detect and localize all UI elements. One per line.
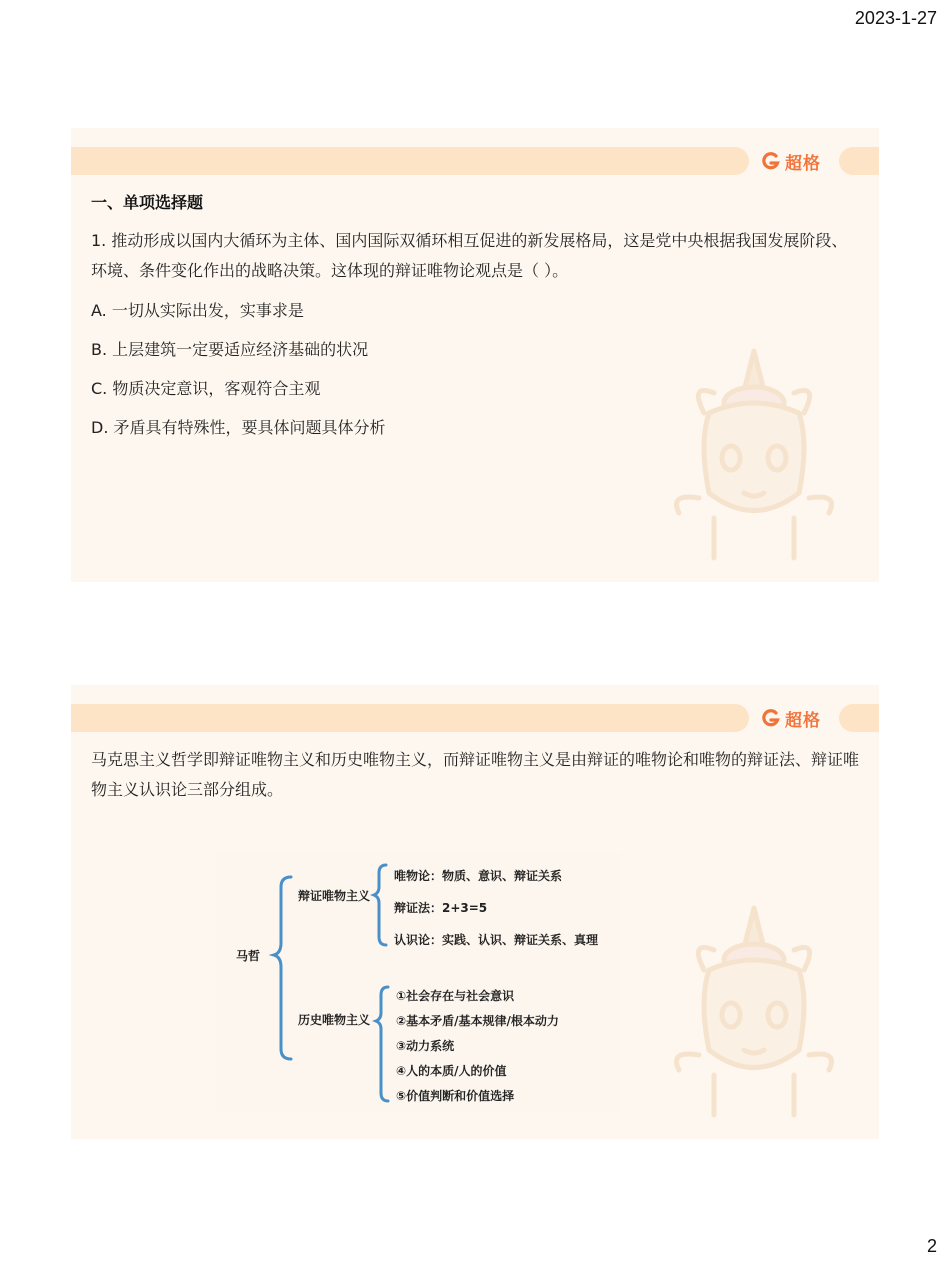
brand-logo-icon (761, 151, 781, 171)
branch2-item: ③动力系统 (396, 1039, 455, 1053)
option-c: C. 物质决定意识，客观符合主观 (91, 379, 321, 398)
branch2-label: 历史唯物主义 (298, 1013, 371, 1027)
option-d: D. 矛盾具有特殊性，要具体问题具体分析 (91, 418, 386, 437)
branch1-label: 辩证唯物主义 (298, 889, 371, 903)
option-a: A. 一切从实际出发，实事求是 (91, 301, 304, 320)
mind-map (216, 853, 621, 1113)
branch1-item: 唯物论：物质、意识、辩证关系 (394, 869, 563, 883)
branch2-brace (376, 987, 388, 1101)
banner-bar-end (839, 704, 879, 732)
branch1-item: 认识论：实践、认识、辩证关系、真理 (394, 933, 599, 947)
question-text: 1. 推动形成以国内大循环为主体、国内国际双循环相互促进的新发展格局，这是党中央根据我国发展阶段、环境、条件变化作出的战略决策。这体现的辩证唯物论观点是（ ）。 (91, 231, 848, 280)
header-date: 2023-1-27 (854, 8, 937, 28)
banner-bar (71, 704, 749, 732)
mind-map-root: 马哲 (236, 949, 261, 963)
unicorn-mascot-icon (669, 900, 839, 1120)
main-brace (274, 877, 291, 1059)
slide-explanation (71, 685, 879, 1139)
banner-bar-end (839, 147, 879, 175)
page-number: 2 (926, 1236, 937, 1256)
unicorn-mascot-icon (669, 343, 839, 563)
branch2-item: ②基本矛盾/基本规律/根本动力 (396, 1014, 559, 1028)
branch1-brace (374, 865, 386, 945)
brand-logo-text: 超格 (785, 710, 821, 731)
brand-logo (761, 149, 821, 173)
brand-logo (761, 706, 821, 730)
branch2-item: ⑤价值判断和价值选择 (396, 1089, 515, 1103)
banner-bar (71, 147, 749, 175)
section-heading: 一、单项选择题 (91, 193, 204, 212)
intro-text: 马克思主义哲学即辩证唯物主义和历史唯物主义，而辩证唯物主义是由辩证的唯物论和唯物的辩证法、辩证唯物主义认识论三部分组成。 (91, 750, 860, 799)
brand-logo-icon (761, 708, 781, 728)
branch1-item: 辩证法：2+3=5 (394, 901, 488, 915)
brand-logo-text: 超格 (785, 153, 821, 174)
branch2-item: ④人的本质/人的价值 (396, 1064, 507, 1078)
option-b: B. 上层建筑一定要适应经济基础的状况 (91, 340, 369, 359)
slide-question (71, 128, 879, 582)
branch2-item: ①社会存在与社会意识 (396, 989, 515, 1003)
